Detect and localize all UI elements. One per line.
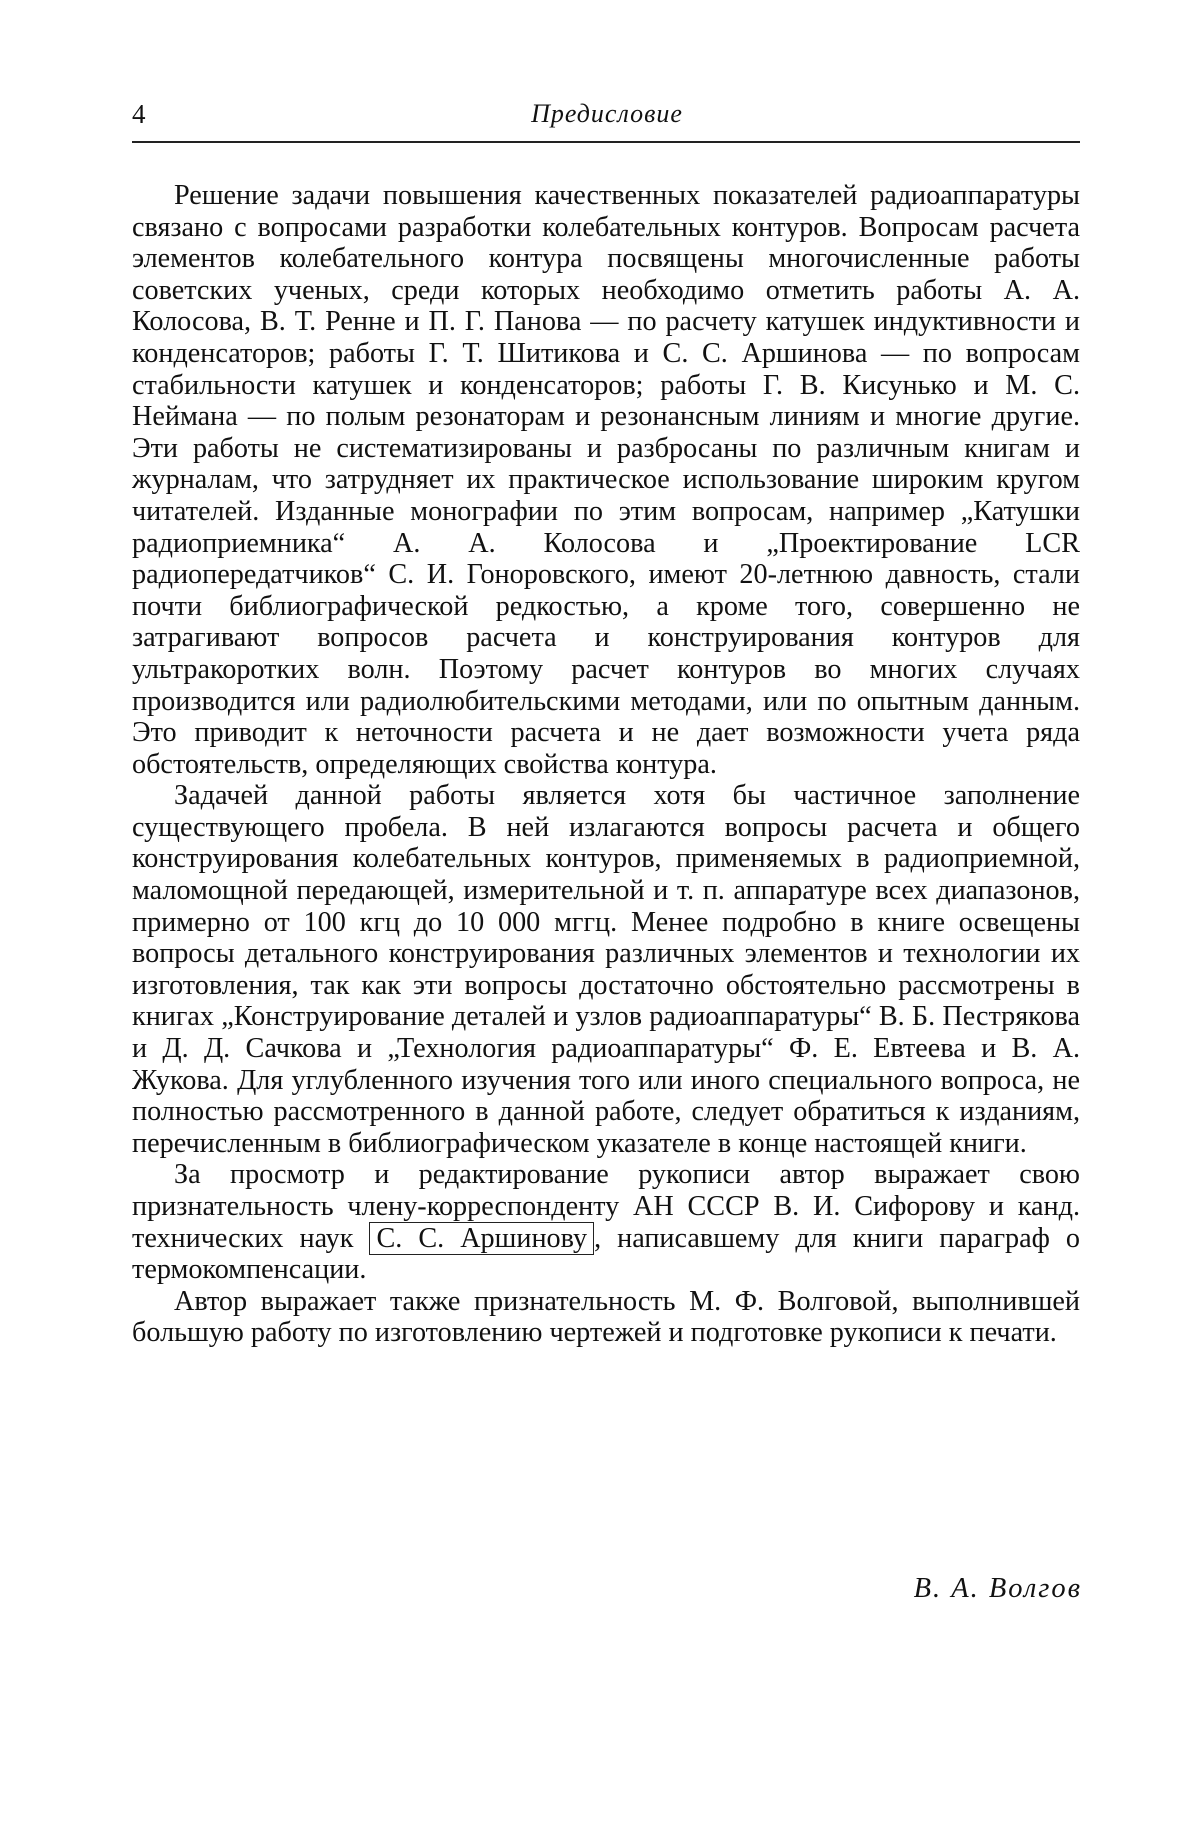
acknowledgment-text-end: , написавшему для книги параграф о термокомпенсации. — [132, 1222, 1080, 1286]
author-signature: В. А. Волгов — [913, 1573, 1082, 1604]
running-title: Предисловие — [531, 99, 683, 128]
acknowledgment-paragraph — [132, 1159, 1080, 1285]
paragraph: Автор выражает также признательность М. Ф. Волговой, выполнившей большую работу по изготовлению чертежей и подготовке рукописи к печати. — [132, 1285, 1080, 1349]
header-rule — [132, 141, 1080, 143]
paragraph: Задачей данной работы является хотя бы частичное заполнение существующего пробела. В ней излагаются вопросы расчета и общего конструирования колебательных контуров, применяемых в радиоприемной, маломощной передающей, измерительной и т. п. аппаратуре всех диапазонов, примерно от 100 кгц до 10 000 мггц. Менее подробно в книге освещены вопросы детального конструирования различных элементов и технологии их изготовления, так как эти вопросы достаточно обстоятельно рассмотрены в книгах „Конструирование деталей и узлов радиоаппаратуры“ В. Б. Пестрякова и Д. Д. Сачкова и „Технология радиоаппаратуры“ Ф. Е. Евтеева и В. А. Жукова. Для углубленного изучения того или иного специального вопроса, не полностью рассмотренного в данной работе, следует обратиться к изданиям, перечисленным в библиографическом указателе в конце настоящей книги. — [132, 780, 1080, 1159]
running-head — [132, 96, 1082, 132]
paragraph: Решение задачи повышения качественных показателей радиоаппаратуры связано с вопросами разработки колебательных контуров. Вопросам расчета элементов колебательного контура посвящены многочисленные работы советских ученых, среди которых необходимо отметить работы А. А. Колосова, В. Т. Ренне и П. Г. Панова — по расчету катушек индуктивности и конденсаторов; работы Г. Т. Шитикова и С. С. Аршинова — по вопросам стабильности катушек и конденсаторов; работы Г. В. Кисунько и М. С. Неймана — по полым резонаторам и резонансным линиям и многие другие. Эти работы не систематизированы и разбросаны по различным книгам и журналам, что затрудняет их практическое использование широким кругом читателей. Изданные монографии по этим вопросам, например „Катушки радиоприемника“ А. А. Колосова и „Проектирование LCR радиопередатчиков“ С. И. Гоноровского, имеют 20-летнюю давность, стали почти библиографической редкостью, а кроме того, совершенно не затрагивают вопросов расчета и конструирования контуров для ультракоротких волн. Поэтому расчет контуров во многих случаях производится или радиолюбительскими методами, или по опытным данным. Это приводит к неточности расчета и не дает возможности учета ряда обстоятельств, определяющих свойства контура. — [132, 180, 1080, 780]
boxed-name: С. С. Аршинову — [369, 1222, 594, 1255]
page-number: 4 — [132, 99, 146, 129]
preface-body — [132, 180, 1080, 1349]
acknowledgment-text: За просмотр и редактирование рукописи автор выражает свою признательность члену-корреспонденту АН СССР В. И. Сифорову и канд. технических наук — [132, 1159, 1080, 1254]
